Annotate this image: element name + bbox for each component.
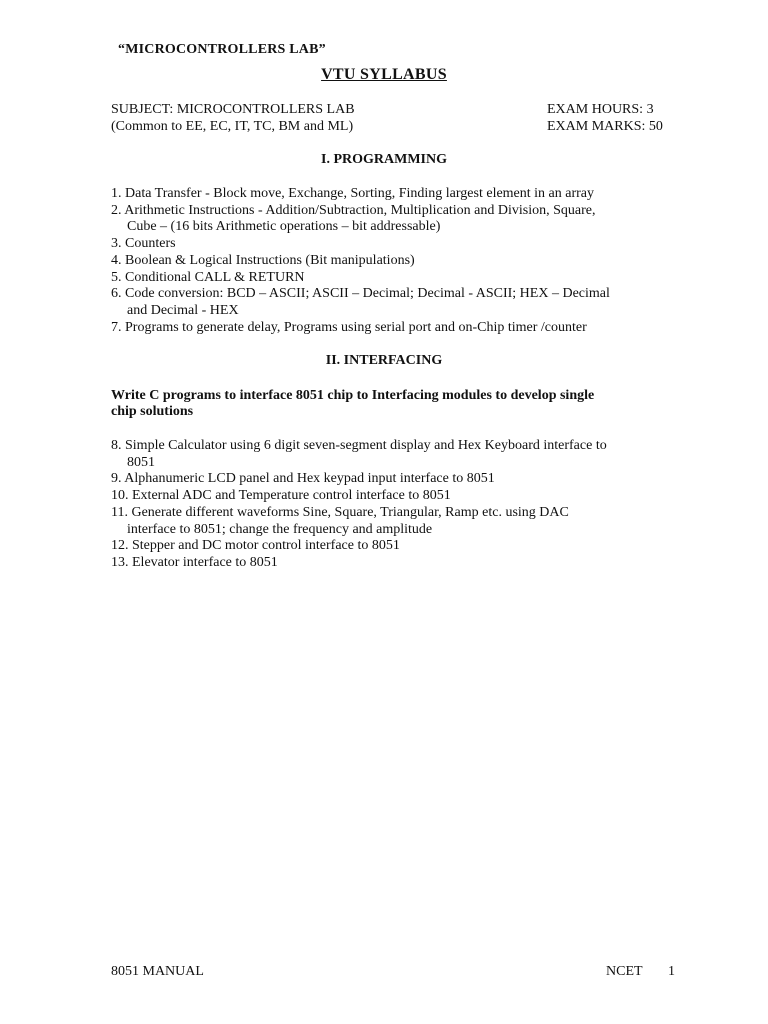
syllabus-title: VTU SYLLABUS xyxy=(321,66,447,83)
programming-heading: I. PROGRAMMING xyxy=(321,152,447,167)
subject-row-1 xyxy=(111,101,671,118)
footer-manual-name: 8051 MANUAL xyxy=(111,964,204,979)
programming-item-4: 4. Boolean & Logical Instructions (Bit manipulations) xyxy=(111,252,415,268)
programming-item-7: 7. Programs to generate delay, Programs using serial port and on-Chip timer /counter xyxy=(111,319,587,335)
interfacing-list xyxy=(111,438,671,572)
footer-institution: NCET xyxy=(606,964,643,979)
interfacing-heading: II. INTERFACING xyxy=(325,353,443,368)
interfacing-item-11-line-1: 11. Generate different waveforms Sine, Square, Triangular, Ramp etc. using DAC xyxy=(111,504,569,520)
list-item xyxy=(111,270,671,287)
document-top-title: “MICROCONTROLLERS LAB” xyxy=(118,42,326,57)
list-item xyxy=(111,253,671,270)
interfacing-instruction xyxy=(111,388,671,420)
interfacing-item-13: 13. Elevator interface to 8051 xyxy=(111,554,278,570)
subject-row-2 xyxy=(111,118,671,135)
programming-item-6-line-1: 6. Code conversion: BCD – ASCII; ASCII – Decimal; Decimal - ASCII; HEX – Decimal xyxy=(111,286,610,302)
programming-item-3: 3. Counters xyxy=(111,236,176,252)
subject-details xyxy=(111,101,671,135)
interfacing-item-10: 10. External ADC and Temperature control interface to 8051 xyxy=(111,488,451,504)
programming-item-2-line-1: 2. Arithmetic Instructions - Addition/Subtraction, Multiplication and Division, Square, xyxy=(111,202,596,218)
interfacing-instruction-line-1: Write C programs to interface 8051 chip to Interfacing modules to develop single xyxy=(111,388,595,403)
interfacing-item-11-line-2: interface to 8051; change the frequency and amplitude xyxy=(127,521,433,537)
list-item xyxy=(111,438,671,471)
programming-item-2-line-2: Cube – (16 bits Arithmetic operations – bit addressable) xyxy=(127,219,441,235)
footer-page-number: 1 xyxy=(668,964,675,979)
list-item xyxy=(111,471,671,488)
list-item xyxy=(111,505,671,538)
programming-item-1: 1. Data Transfer - Block move, Exchange, Sorting, Finding largest element in an array xyxy=(111,186,595,201)
interfacing-instruction-line-2: chip solutions xyxy=(111,404,194,419)
programming-item-6-line-2: and Decimal - HEX xyxy=(127,302,239,318)
interfacing-item-12: 12. Stepper and DC motor control interface to 8051 xyxy=(111,538,400,554)
list-item xyxy=(111,320,671,337)
list-item xyxy=(111,555,671,572)
programming-list xyxy=(111,186,671,336)
exam-marks: EXAM MARKS: 50 xyxy=(547,119,663,134)
exam-hours: EXAM HOURS: 3 xyxy=(547,102,654,117)
list-item xyxy=(111,538,671,555)
interfacing-item-8-line-2: 8051 xyxy=(127,454,155,470)
common-branches: (Common to EE, EC, IT, TC, BM and ML) xyxy=(111,119,354,134)
list-item xyxy=(111,203,671,236)
list-item xyxy=(111,236,671,253)
interfacing-item-8-line-1: 8. Simple Calculator using 6 digit seven-segment display and Hex Keyboard interface to xyxy=(111,438,607,453)
subject-name: SUBJECT: MICROCONTROLLERS LAB xyxy=(111,102,355,117)
list-item xyxy=(111,286,671,319)
list-item xyxy=(111,488,671,505)
interfacing-item-9: 9. Alphanumeric LCD panel and Hex keypad input interface to 8051 xyxy=(111,471,495,487)
list-item xyxy=(111,186,671,203)
programming-item-5: 5. Conditional CALL & RETURN xyxy=(111,269,305,285)
